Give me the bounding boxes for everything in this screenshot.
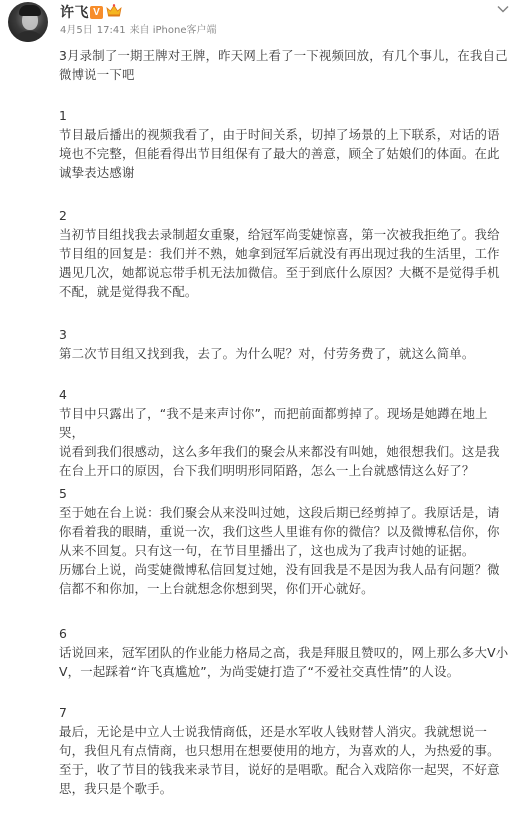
post-section-3: [59, 325, 511, 363]
avatar[interactable]: [8, 2, 48, 42]
crown-icon: [106, 3, 122, 19]
section-text: 最后，无论是中立人士说我情商低，还是水军收人钱财替人消灾。我就想说一 句，我但凡有点情商，也只想用在想要使用的地方，为喜欢的人，为热爱的事。 至于，收了节目的钱我来录节目，说好的是唱歌。配合入戏陪你一起哭，不好意 思，我只是个歌手。: [59, 724, 500, 796]
section-text: 节目中只露出了，“我不是来声讨你”，而把前面都剪掉了。现场是她蹲在地上哭， 说看到我们很感动，这么多年我们的聚会从来都没有叫她，她很想我们。这是我 在台上开口的原因，台下我们明明形同陌路，怎么一上台就感情这么好了？: [59, 406, 500, 478]
username[interactable]: 许飞: [60, 5, 89, 21]
post-intro: [59, 46, 511, 84]
post-section-6: [59, 624, 511, 681]
post-meta: [60, 25, 221, 37]
post-section-4: [59, 385, 511, 480]
post-section-5: [59, 484, 511, 598]
section-number: 7: [59, 705, 68, 720]
section-number: 6: [59, 626, 68, 641]
post-source[interactable]: 来自 iPhone客户端: [129, 25, 217, 36]
section-text: 节目最后播出的视频我看了，由于时间关系，切掉了场景的上下联系，对话的语 境也不完整，但能看得出节目组保有了最大的善意，顾全了姑娘们的体面。在此 诚挚表达感谢: [59, 127, 500, 180]
section-number: 4: [59, 387, 68, 402]
intro-text: 3月录制了一期王牌对王牌，昨天网上看了一下视频回放，有几个事儿，在我自己 微博说一下吧: [59, 48, 508, 82]
post-section-1: [59, 106, 511, 182]
section-number: 5: [59, 486, 68, 501]
vip-badge-icon: V: [90, 6, 103, 19]
chevron-down-icon[interactable]: [496, 3, 510, 15]
section-number: 1: [59, 108, 68, 123]
post-time: 17:41: [96, 25, 126, 36]
post-section-2: [59, 206, 511, 301]
section-text: 至于她在台上说：我们聚会从来没叫过她，这段后期已经剪掉了。我原话是，请 你看着我的眼睛，重说一次，我们这些人里谁有你的微信？以及微博私信你，你 从来不回复。只有这一句，在节目里播出了，这也成为了我声讨她的证据。 历娜台上说，尚雯婕微博私信回复过她，没有回我是不是因为我人品有问题？微 信都不和你加，一上台就想念你想到哭，你们开心就好。: [59, 505, 500, 596]
section-text: 第二次节目组又找到我，去了。为什么呢？对，付劳务费了，就这么简单。: [59, 346, 475, 361]
post-date: 4月5日: [60, 25, 93, 36]
post-header: [0, 0, 518, 44]
section-text: 当初节目组找我去录制超女重聚，给冠军尚雯婕惊喜，第一次被我拒绝了。我给 节目组的回复是：我们并不熟，她拿到冠军后就没有再出现过我的生活里，工作 遇见几次，她都说忘带手机无法加微信。至于到底什么原因？大概不是觉得手机 不配，就是觉得我不配。: [59, 227, 500, 299]
avatar-hair: [19, 5, 41, 16]
post-section-7: [59, 703, 511, 798]
section-number: 2: [59, 208, 68, 223]
avatar-shoulders: [12, 31, 46, 42]
section-number: 3: [59, 327, 68, 342]
section-text: 话说回来，冠军团队的作业能力格局之高，我是拜服且赞叹的，网上那么多大V小 V，一起踩着“许飞真尴尬”，为尚雯婕打造了“不爱社交真性情”的人设。: [59, 645, 509, 679]
